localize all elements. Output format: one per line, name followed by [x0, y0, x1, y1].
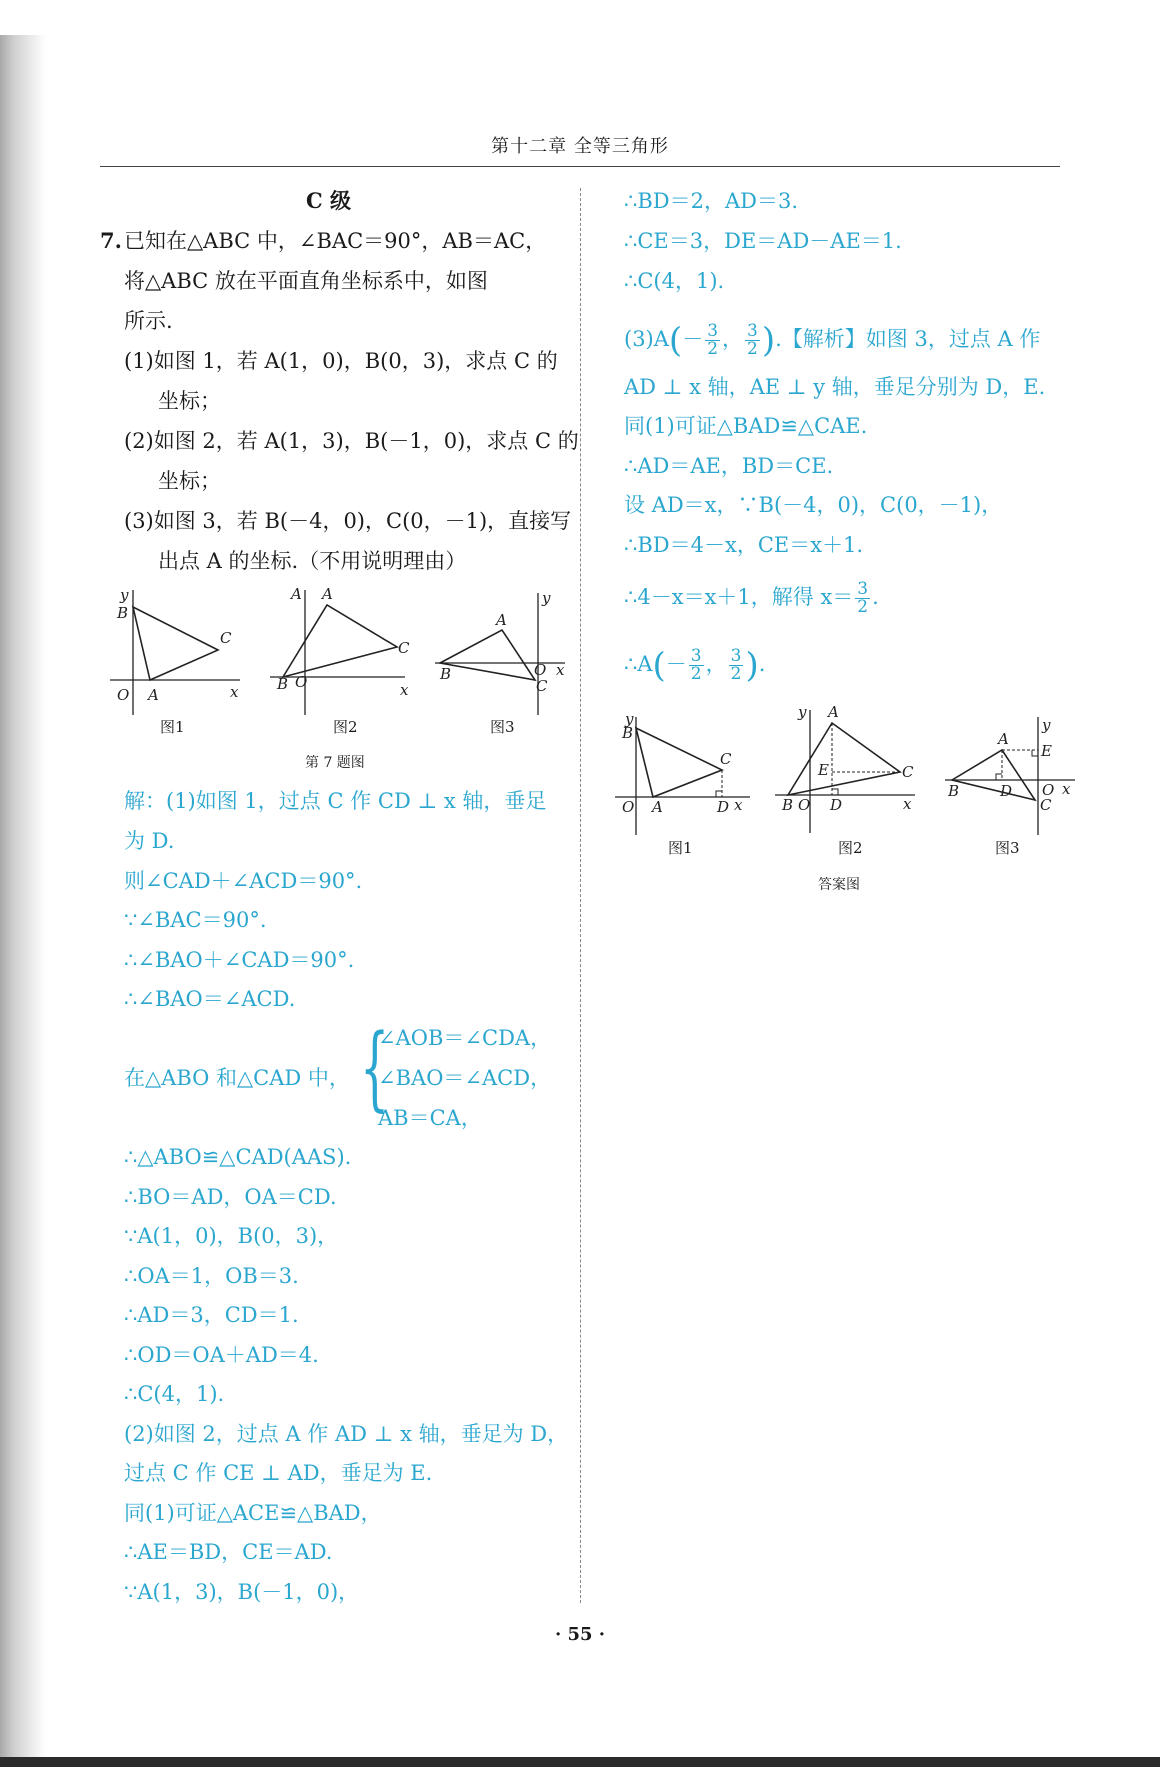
- problem-stem-line: 所示.: [124, 309, 173, 333]
- fig-label: x: [556, 661, 565, 679]
- fig-label: E: [1041, 742, 1052, 760]
- system-line: ∠AOB＝∠CDA，: [378, 1026, 552, 1050]
- fig-label: E: [818, 761, 829, 779]
- system-line: ∠BAO＝∠ACD，: [378, 1066, 552, 1090]
- figure-caption: 第 7 题图: [305, 755, 365, 771]
- solution-line: ∴AD＝3，CD＝1.: [124, 1303, 299, 1327]
- figure-label: 图1: [160, 718, 185, 736]
- problem-part-2-cont: 坐标；: [158, 469, 221, 493]
- fig-label: x: [230, 683, 239, 701]
- fig-label: A: [148, 686, 159, 704]
- solution-line: ∴AD＝AE，BD＝CE.: [624, 454, 834, 478]
- solution-line: ∴∠BAO＝∠ACD.: [124, 987, 296, 1011]
- fig-label: A: [998, 730, 1009, 748]
- fig-label: B: [782, 796, 794, 814]
- problem-part-1: (1)如图 1，若 A(1，0)，B(0，3)，求点 C 的: [124, 349, 558, 373]
- fig-label: D: [830, 796, 843, 814]
- fig-label: B: [622, 724, 634, 742]
- fig-label: x: [903, 795, 912, 813]
- solution-line: ∴BD＝2，AD＝3.: [624, 189, 799, 213]
- fig-label: A: [652, 798, 663, 816]
- problem-figure-3: [430, 585, 570, 715]
- fig-label: A: [322, 585, 333, 603]
- fig-label: C: [902, 763, 914, 781]
- solution-line: ∵A(1，3)，B(－1，0)，: [124, 1580, 360, 1604]
- fig-label: A: [496, 611, 507, 629]
- figure-label: 图2: [333, 718, 358, 736]
- solution-line: ∴△ABO≌△CAD(AAS).: [124, 1145, 352, 1169]
- figure-caption: 答案图: [818, 877, 860, 893]
- solution-line: ∴OA＝1，OB＝3.: [124, 1264, 299, 1288]
- fig-label: C: [720, 750, 732, 768]
- problem-number: 7.: [100, 228, 122, 253]
- solution-line: ∴CE＝3，DE＝AD－AE＝1.: [624, 229, 902, 253]
- solution-part3-answer: (3)A(－ $\frac{3}{2}$ ， $\frac{3}{2}$ ).【解析】如图 3，过点 A 作: [624, 320, 1041, 361]
- problem-stem-line: 将△ABC 放在平面直角坐标系中，如图: [124, 269, 488, 293]
- fig-label: O: [622, 798, 635, 816]
- answer-figure-2: [770, 705, 920, 835]
- solution-line: 同(1)可证△BAD≌△CAE.: [624, 414, 868, 438]
- fig-label: y: [625, 710, 634, 728]
- problem-part-1-cont: 坐标；: [158, 389, 221, 413]
- problem-part-3-cont: 出点 A 的坐标.（不用说明理由）: [158, 549, 467, 573]
- problem-part-3: (3)如图 3，若 B(－4，0)，C(0，－1)，直接写: [124, 509, 572, 533]
- fig-label: O: [295, 673, 308, 691]
- fig-label: B: [948, 782, 960, 800]
- column-divider: [580, 188, 581, 1603]
- fig-label: O: [798, 796, 811, 814]
- solution-line: ∵A(1，0)，B(0，3)，: [124, 1224, 339, 1248]
- fig-label: C: [398, 639, 410, 657]
- solution-line: (2)如图 2，过点 A 作 AD ⊥ x 轴，垂足为 D，: [124, 1422, 569, 1446]
- fig-label: x: [734, 796, 743, 814]
- figure-label: 图2: [838, 839, 863, 857]
- fig-label: C: [536, 677, 548, 695]
- fig-label: D: [717, 798, 730, 816]
- solution-line: ∴C(4，1).: [624, 269, 725, 293]
- figure-label: 图1: [668, 839, 693, 857]
- solution-line: 则∠CAD＋∠ACD＝90°.: [124, 869, 363, 893]
- fig-label: D: [1000, 782, 1013, 800]
- level-heading: C 级: [306, 188, 352, 213]
- solution-line: ∴∠BAO＋∠CAD＝90°.: [124, 948, 355, 972]
- problem-stem-line: 已知在△ABC 中，∠BAC＝90°，AB＝AC，: [124, 229, 547, 253]
- fig-label: y: [542, 589, 551, 607]
- solution-final-answer: ∴A(－ $\frac{3}{2}$ ， $\frac{3}{2}$ ).: [624, 645, 766, 686]
- answer-figure-1: [610, 712, 755, 837]
- problem-part-2: (2)如图 2，若 A(1，3)，B(－1，0)，求点 C 的: [124, 429, 579, 453]
- fig-label: O: [534, 661, 547, 679]
- solution-line: 过点 C 作 CE ⊥ AD，垂足为 E.: [124, 1461, 433, 1485]
- fig-label: C: [1040, 796, 1052, 814]
- fig-label: A: [291, 585, 302, 603]
- solution-line: ∴AE＝BD，CE＝AD.: [124, 1540, 333, 1564]
- fig-label: B: [117, 604, 129, 622]
- fig-label: A: [828, 703, 839, 721]
- fig-label: O: [1042, 781, 1055, 799]
- fig-label: B: [277, 675, 289, 693]
- fig-label: x: [1062, 780, 1071, 798]
- solution-line: 为 D.: [124, 829, 175, 853]
- system-line: AB＝CA，: [378, 1106, 482, 1130]
- fig-label: y: [1042, 716, 1051, 734]
- fig-label: C: [220, 629, 232, 647]
- problem-figure-2: [265, 585, 415, 715]
- fig-label: y: [798, 703, 807, 721]
- solution-line: AD ⊥ x 轴，AE ⊥ y 轴，垂足分别为 D，E.: [624, 375, 1046, 399]
- figure-label: 图3: [995, 839, 1020, 857]
- page-number: · 55 ·: [554, 1624, 606, 1645]
- figure-label: 图3: [490, 718, 515, 736]
- solution-line: 解：(1)如图 1，过点 C 作 CD ⊥ x 轴，垂足: [124, 789, 547, 813]
- system-brace: {: [360, 1014, 390, 1121]
- fig-label: O: [117, 686, 130, 704]
- solution-line: ∴BD＝4－x，CE＝x＋1.: [624, 533, 864, 557]
- fig-label: B: [440, 665, 452, 683]
- page-edge-shadow: [0, 35, 46, 1757]
- solution-line: ∴C(4，1).: [124, 1382, 225, 1406]
- solution-solve-line: ∴4－x＝x＋1，解得 x＝ $\frac{3}{2}$ .: [624, 579, 879, 617]
- problem-figure-1: [105, 585, 245, 715]
- solution-line: ∴BO＝AD，OA＝CD.: [124, 1185, 337, 1209]
- solution-line: 同(1)可证△ACE≌△BAD，: [124, 1501, 382, 1525]
- solution-line: ∵∠BAC＝90°.: [124, 908, 267, 932]
- solution-line: 设 AD＝x，∵B(－4，0)，C(0，－1)，: [624, 493, 1003, 517]
- solution-line: ∴OD＝OA＋AD＝4.: [124, 1343, 319, 1367]
- fig-label: x: [400, 681, 409, 699]
- solution-line: 在△ABO 和△CAD 中，: [124, 1066, 350, 1090]
- header-rule: [100, 166, 1060, 167]
- chapter-header: 第十二章 全等三角形: [491, 136, 669, 157]
- answer-figure-3: [940, 712, 1080, 837]
- fig-label: y: [120, 586, 129, 604]
- bottom-bar: [0, 1757, 1160, 1767]
